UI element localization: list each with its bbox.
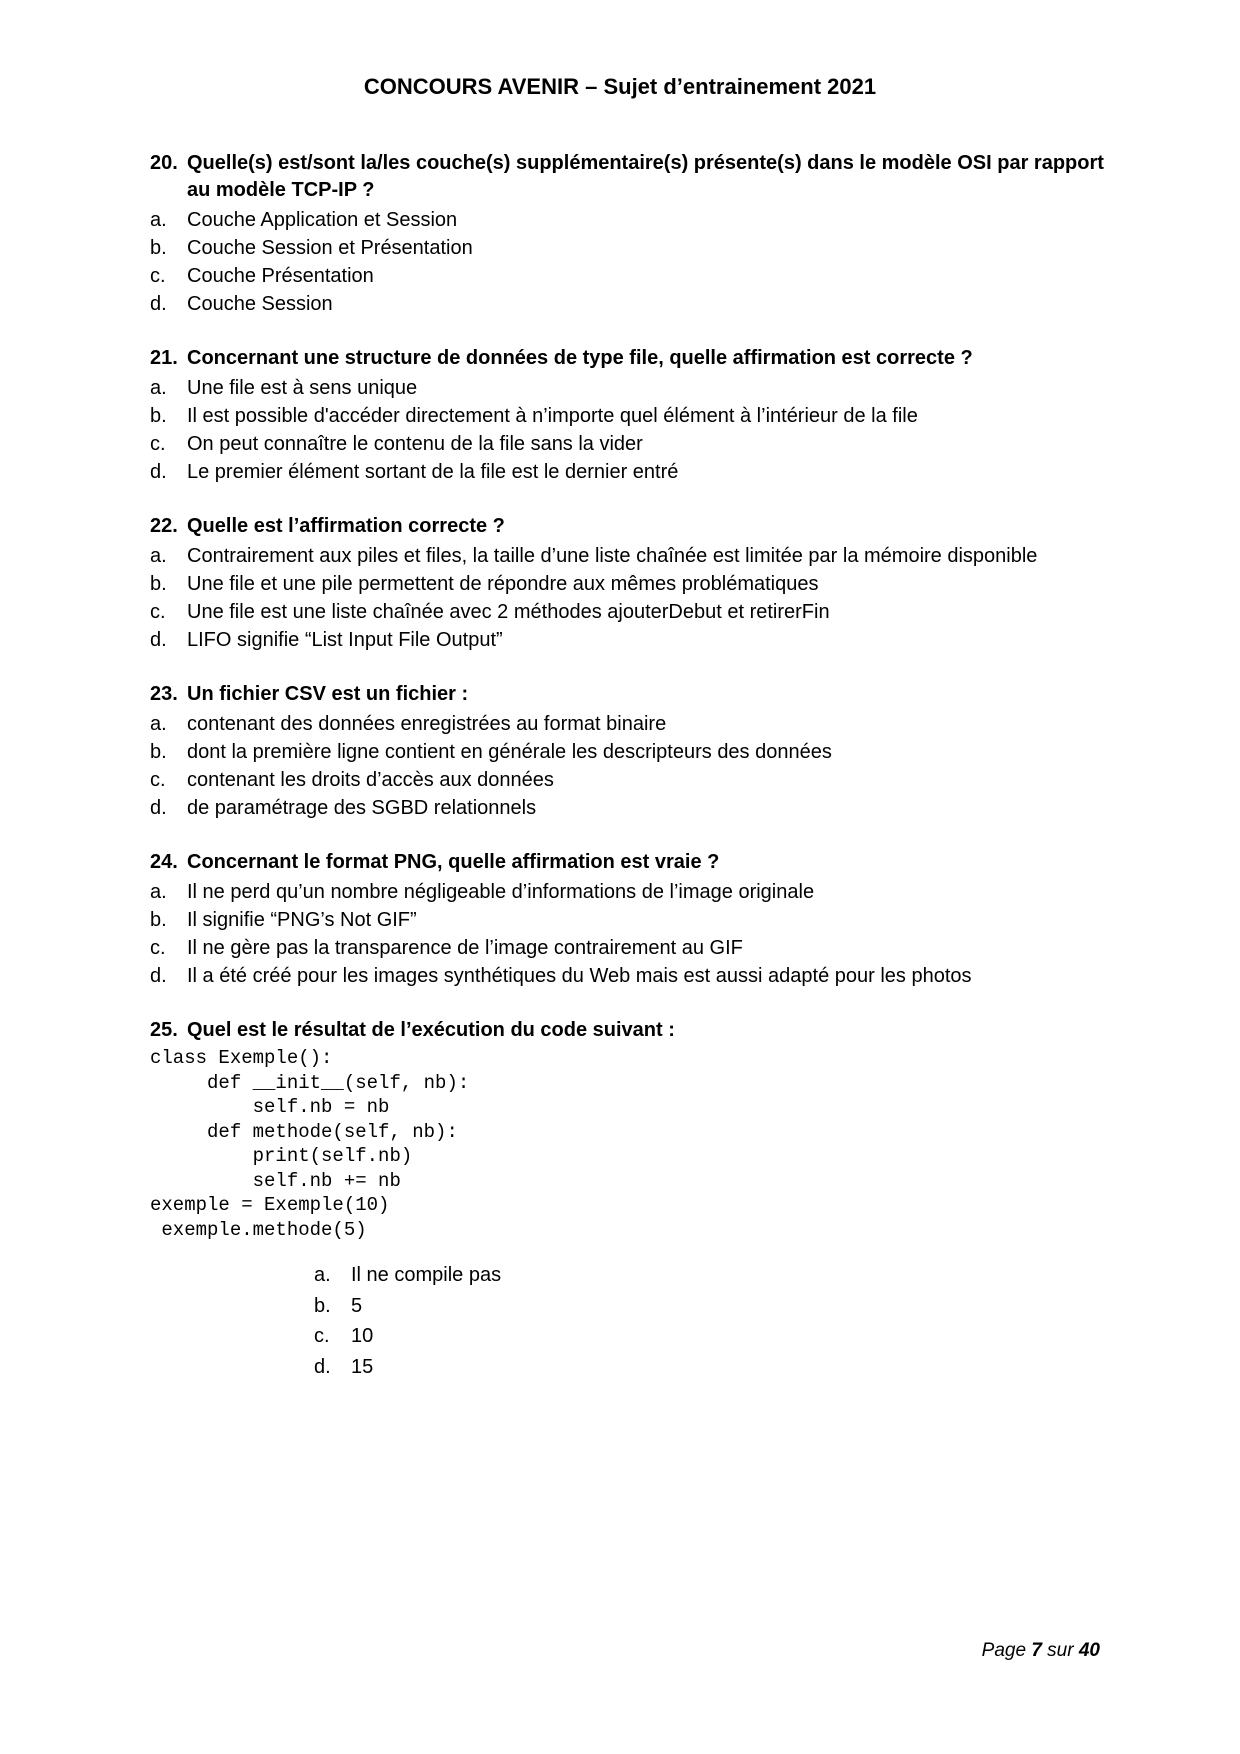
question-22 [150, 513, 1110, 654]
option-letter: c. [150, 769, 166, 791]
option-text: On peut connaître le contenu de la file sans la vider [187, 433, 643, 455]
question-23 [150, 681, 1110, 822]
option-text: dont la première ligne contient en générale les descripteurs des données [187, 741, 832, 763]
option-c [150, 766, 1110, 794]
question-number: 24. [150, 851, 178, 873]
option-d [150, 290, 1110, 318]
question-text: Concernant une structure de données de type file, quelle affirmation est correcte ? [187, 347, 973, 369]
option-text: Couche Session [187, 293, 333, 315]
option-text: de paramétrage des SGBD relationnels [187, 797, 537, 819]
option-c [150, 934, 1110, 962]
question-number: 23. [150, 683, 178, 705]
option-a [150, 878, 1110, 906]
option-letter: d. [150, 965, 167, 987]
option-b [150, 234, 1110, 262]
option-d [150, 458, 1110, 486]
question-title [150, 681, 1110, 708]
question-text: Quelle est l’affirmation correcte ? [187, 515, 505, 537]
total-pages: 40 [1078, 1640, 1100, 1661]
option-text: Il a été créé pour les images synthétiques du Web mais est aussi adapté pour les photos [187, 965, 972, 987]
option-text: Couche Présentation [187, 265, 374, 287]
question-text: Un fichier CSV est un fichier : [187, 683, 469, 705]
page-header: CONCOURS AVENIR – Sujet d’entrainement 2021 [363, 74, 877, 99]
option-c [150, 262, 1110, 290]
option-letter: d. [150, 461, 167, 483]
option-b [150, 906, 1110, 934]
option-text: Il ne compile pas [351, 1264, 502, 1286]
option-d [150, 794, 1110, 822]
option-text: Il ne gère pas la transparence de l’image contrairement au GIF [187, 937, 743, 959]
question-text: Quel est le résultat de l’exécution du code suivant : [187, 1019, 675, 1041]
option-a [150, 374, 1110, 402]
option-c [150, 598, 1110, 626]
option-letter: a. [150, 209, 167, 231]
option-b [314, 1291, 1110, 1322]
page-separator: sur [1047, 1640, 1074, 1661]
option-text: Il ne perd qu’un nombre négligeable d’informations de l’image originale [187, 881, 815, 903]
option-letter: d. [150, 293, 167, 315]
option-letter: d. [150, 797, 167, 819]
option-text: Contrairement aux piles et files, la taille d’une liste chaînée est limitée par la mémoire disponible [187, 545, 1038, 567]
option-letter: d. [150, 629, 167, 651]
option-letter: b. [150, 909, 167, 931]
question-20 [150, 150, 1110, 318]
option-text: Une file et une pile permettent de répondre aux mêmes problématiques [187, 573, 819, 595]
question-list [150, 150, 1110, 1409]
answer-options [150, 1260, 1110, 1382]
option-letter: b. [314, 1294, 331, 1317]
option-c [150, 430, 1110, 458]
option-letter: b. [150, 405, 167, 427]
option-text: 15 [351, 1355, 374, 1378]
question-title [150, 513, 1110, 540]
option-d [150, 626, 1110, 654]
option-text: 10 [351, 1325, 374, 1347]
option-letter: d. [314, 1355, 331, 1378]
option-letter: c. [150, 937, 166, 959]
option-c [314, 1321, 1110, 1352]
option-b [150, 738, 1110, 766]
option-d [314, 1352, 1110, 1383]
option-text: Une file est une liste chaînée avec 2 méthodes ajouterDebut et retirerFin [187, 601, 830, 623]
question-text: Concernant le format PNG, quelle affirmation est vraie ? [187, 851, 720, 873]
option-letter: a. [150, 377, 167, 399]
question-title [150, 150, 1110, 204]
option-text: Une file est à sens unique [187, 377, 418, 399]
question-number: 22. [150, 515, 178, 537]
question-24 [150, 849, 1110, 990]
question-title [150, 345, 1110, 372]
option-letter: a. [150, 881, 167, 903]
option-b [150, 402, 1110, 430]
option-text: Le premier élément sortant de la file est le dernier entré [187, 461, 679, 483]
option-letter: c. [150, 433, 166, 455]
option-letter: c. [150, 601, 166, 623]
option-text: Il signifie “PNG’s Not GIF” [187, 909, 417, 931]
option-letter: c. [314, 1325, 330, 1347]
option-text: contenant les droits d’accès aux données [187, 769, 554, 791]
option-letter: b. [150, 573, 167, 595]
question-number: 21. [150, 347, 178, 369]
option-text: contenant des données enregistrées au format binaire [187, 713, 667, 735]
option-a [150, 206, 1110, 234]
question-25 [150, 1017, 1110, 1382]
question-title [150, 849, 1110, 876]
option-text: 5 [351, 1294, 363, 1317]
option-letter: b. [150, 237, 167, 259]
option-d [150, 962, 1110, 990]
question-title [150, 1017, 1110, 1044]
option-letter: a. [314, 1264, 331, 1286]
option-letter: b. [150, 741, 167, 763]
option-a [150, 542, 1110, 570]
option-letter: c. [150, 265, 166, 287]
page-footer [982, 1640, 1100, 1662]
page-label: Page [981, 1640, 1027, 1661]
option-letter: a. [150, 713, 167, 735]
code-block: class Exemple(): def __init__(self, nb): self.nb = nb def methode(self, nb): print(self.nb) self.nb += nb exemple = Exemple(10) exemple.methode(5) [150, 1047, 470, 1241]
current-page: 7 [1031, 1640, 1042, 1661]
option-text: Couche Application et Session [187, 209, 458, 231]
option-letter: a. [150, 545, 167, 567]
option-a [314, 1260, 1110, 1291]
option-text: LIFO signifie “List Input File Output” [187, 629, 503, 651]
question-number: 25. [150, 1019, 178, 1041]
question-number: 20. [150, 152, 178, 174]
option-text: Couche Session et Présentation [187, 237, 473, 259]
question-21 [150, 345, 1110, 486]
option-b [150, 570, 1110, 598]
option-a [150, 710, 1110, 738]
option-text: Il est possible d'accéder directement à n’importe quel élément à l’intérieur de la file [187, 405, 918, 427]
question-text: Quelle(s) est/sont la/les couche(s) supplémentaire(s) présente(s) dans le modèle OSI par rapport au modèle TCP-IP ? [187, 152, 1104, 201]
